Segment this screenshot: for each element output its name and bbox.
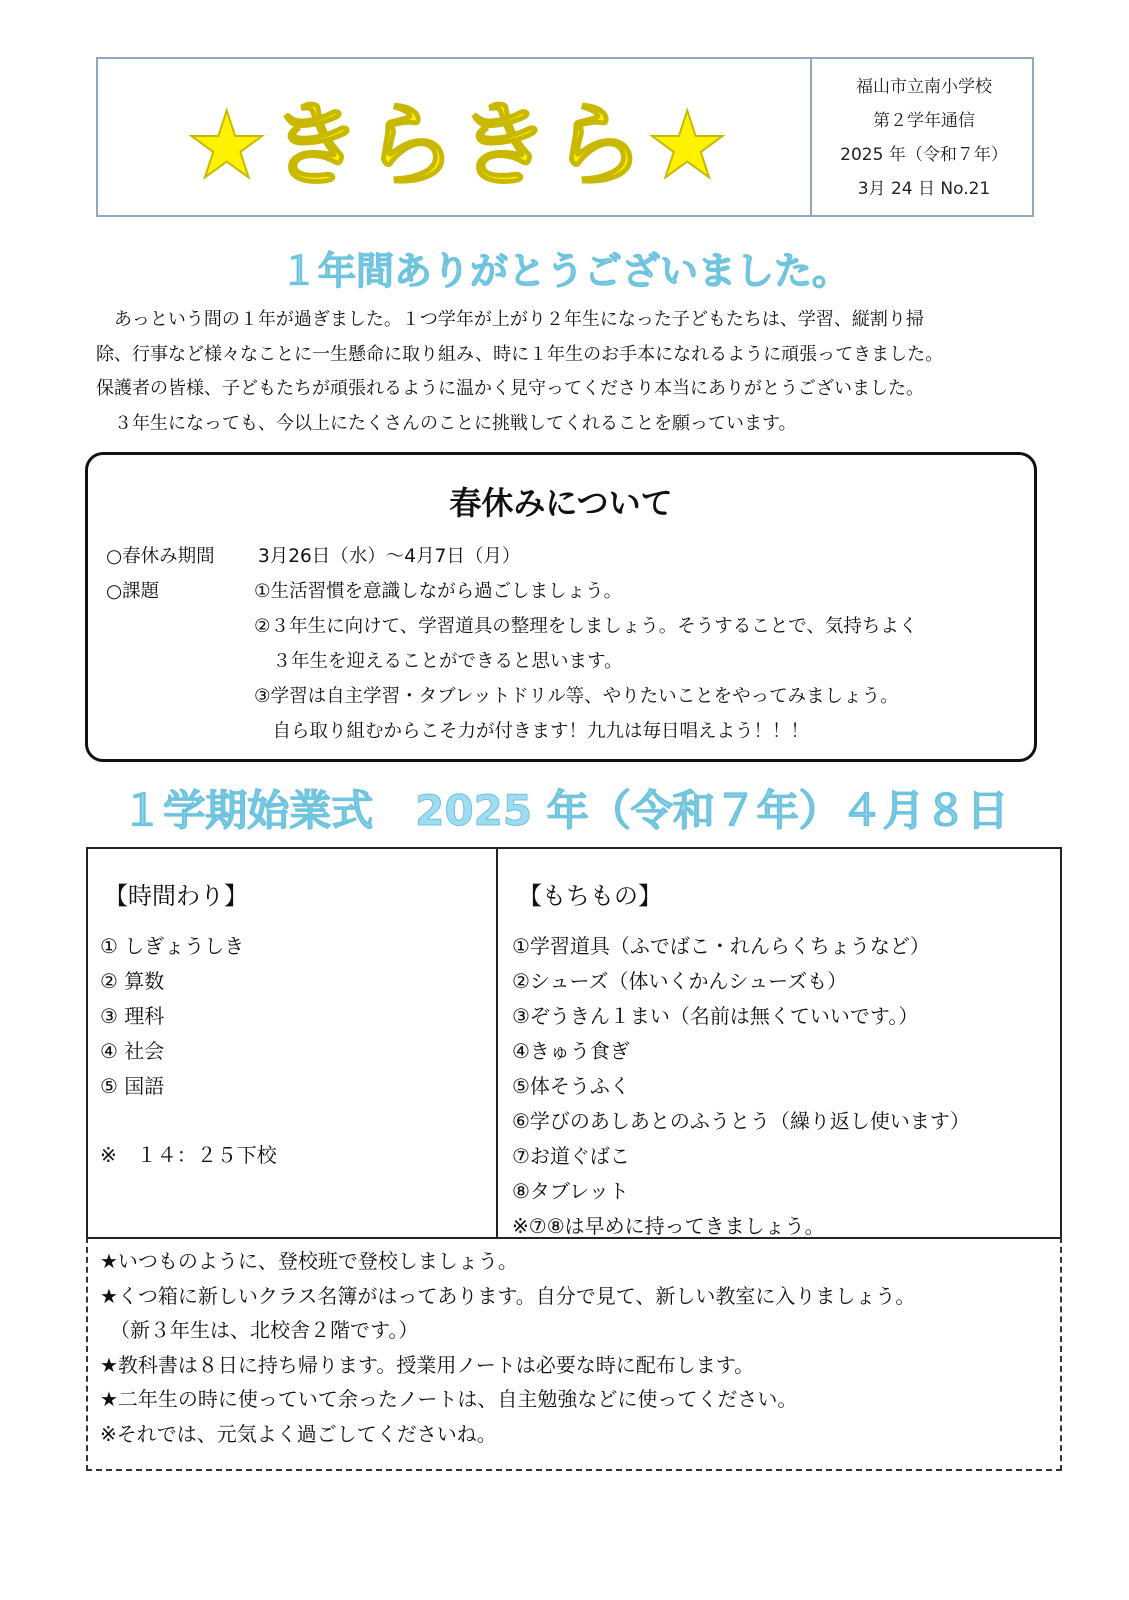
- task-item: ③学習は自主学習・タブレットドリル等、やりたいことをやってみましょう。: [254, 686, 899, 707]
- paragraph-line: 除、行事など様々なことに一生懸命に取り組み、時に１年生のお手本になれるように頑張ってきました。: [96, 343, 944, 365]
- task-item: ３年生を迎えることができると思います。: [254, 651, 623, 672]
- belongings-item: ①学習道具（ふでばこ・れんらくちょうなど）: [512, 934, 930, 958]
- schedule-item: ① しぎょうしき: [100, 934, 245, 958]
- note-line: ★くつ箱に新しいクラス名簿がはってあります。自分で見て、新しい教室に入りましょう。: [100, 1283, 916, 1308]
- task-item: ①生活習慣を意識しながら過ごしましょう。: [254, 581, 623, 602]
- task-item: 自ら取り組むからこそ力が付きます！九九は毎日唱えよう！！！: [254, 721, 810, 742]
- note-line: ★いつものように、登校班で登校しましょう。: [100, 1249, 518, 1273]
- school-name: 福山市立南小学校: [856, 77, 992, 97]
- belongings-item: ⑦お道ぐばこ: [512, 1144, 630, 1168]
- task-item: ②３年生に向けて、学習道具の整理をしましょう。そうすることで、気持ちよく: [254, 616, 918, 637]
- thanks-title: １年間ありがとうございました。: [279, 249, 850, 293]
- belongings-item: ③ぞうきん１まい（名前は無くていいです。）: [512, 1004, 919, 1028]
- period-label: ○春休み期間: [106, 546, 215, 567]
- issue-date-number: 3月 24 日 No.21: [857, 179, 991, 199]
- schedule-item: ⑤ 国語: [100, 1074, 165, 1098]
- belongings-note: ※⑦⑧は早めに持ってきましょう。: [512, 1214, 825, 1238]
- belongings-item: ②シューズ（体いくかんシューズも）: [512, 969, 848, 993]
- note-line: ※それでは、元気よく過ごしてくださいね。: [100, 1421, 497, 1446]
- belongings-item: ⑤体そうふく: [512, 1074, 630, 1098]
- masthead-title: ★きらきら★: [185, 92, 731, 199]
- note-line: （新３年生は、北校舎２階です。）: [100, 1318, 419, 1343]
- newsletter-name: 第２学年通信: [873, 111, 975, 131]
- note-line: ★二年生の時に使っていて余ったノートは、自主勉強などに使ってください。: [100, 1387, 798, 1412]
- grid-divider: [496, 847, 498, 1239]
- issue-year: 2025 年（令和７年）: [840, 145, 1008, 165]
- ceremony-title: １学期始業式 2025 年（令和７年）４月８日: [121, 786, 1009, 835]
- thanks-paragraph: [96, 303, 1056, 441]
- schedule-heading: 【時間わり】: [104, 882, 248, 910]
- belongings-item: ⑥学びのあしあとのふうとう（繰り返し使います）: [512, 1109, 970, 1133]
- schedule-item: ④ 社会: [100, 1039, 165, 1063]
- spring-break-title: 春休みについて: [449, 484, 673, 522]
- note-line: ★教科書は８日に持ち帰ります。授業用ノートは必要な時に配布します。: [100, 1352, 755, 1377]
- task-label: ○課題: [106, 581, 160, 602]
- belongings-item: ⑧タブレット: [512, 1179, 629, 1203]
- schedule-item: ② 算数: [100, 969, 165, 993]
- school-info: [814, 70, 1034, 206]
- header-divider: [810, 57, 812, 217]
- schedule-item: ③ 理科: [100, 1004, 165, 1028]
- paragraph-line: 保護者の皆様、子どもたちが頑張れるように温かく見守ってくださり本当にありがとうございました。: [96, 378, 924, 399]
- belongings-item: ④きゅう食ぎ: [512, 1039, 630, 1063]
- notes-list: [100, 1244, 915, 1452]
- period-value: 3月26日（水）～4月7日（月）: [258, 546, 521, 567]
- paragraph-line: ３年生になっても、今以上にたくさんのことに挑戦してくれることを願っています。: [96, 412, 797, 434]
- paragraph-line: あっという間の１年が過ぎました。１つ学年が上がり２年生になった子どもたちは、学習、縦割り掃: [96, 309, 924, 330]
- dismissal-note: ※ １４：２５下校: [100, 1143, 277, 1167]
- belongings-heading: 【もちもの】: [518, 882, 662, 910]
